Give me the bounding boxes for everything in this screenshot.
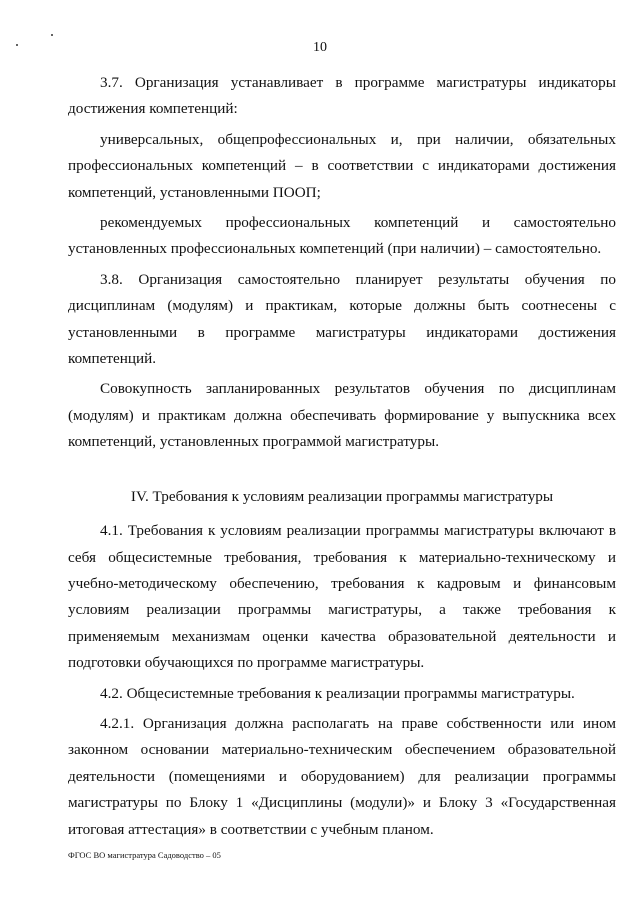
paragraph-4-2: 4.2. Общесистемные требования к реализации программы магистратуры. [100,684,575,702]
paragraph-recommended-competencies: рекомендуемых профессиональных компетенций и самостоятельно установленных профессиональных компетенций (при наличии) – самостоятельно. [68,214,616,258]
paragraph-planned-results: Совокупность запланированных результатов обучения по дисциплинам (модулям) и практикам должна обеспечивать формирование у выпускника всех компетенций, установленных программой магистратуры. [68,380,616,451]
paragraph-4-1: 4.1. Требования к условиям реализации программы магистратуры включают в себя общесистемные требования, требования к материально-техническому и учебно-методическому обеспечению, требования к кадровым и финансовым условиям реализации программы магистратуры, а также требования к применяемым механизмам оценки качества образовательной деятельности и подготовки обучающихся по программе магистратуры. [68,522,616,672]
page-footer: ФГОС ВО магистратура Садоводство – 05 [68,850,221,860]
paragraph-universal-competencies: универсальных, общепрофессиональных и, при наличии, обязательных профессиональных компетенций – в соответствии с индикаторами достижения компетенций, установленными ПООП; [68,130,616,201]
page-number: 10 [313,40,327,55]
section-heading: IV. Требования к условиям реализации программы магистратуры [130,487,554,505]
paragraph-3-8: 3.8. Организация самостоятельно планирует результаты обучения по дисциплинам (модулям) и практикам, которые должны быть соотнесены с установленными в программе магистратуры индикаторами достижения компетенций. [68,270,616,368]
scan-speck [51,34,53,36]
paragraph-3-7: 3.7. Организация устанавливает в программе магистратуры индикаторы достижения компетенций: [68,74,616,118]
paragraph-4-2-1: 4.2.1. Организация должна располагать на праве собственности или ином законном основании материально-техническим обеспечением образовательной деятельности (помещениями и оборудованием) для реализации программы магистратуры по Блоку 1 «Дисциплины (модули)» и Блоку 3 «Государственная итоговая аттестация» в соответствии с учебным планом. [68,714,616,838]
document-body [68,70,616,847]
